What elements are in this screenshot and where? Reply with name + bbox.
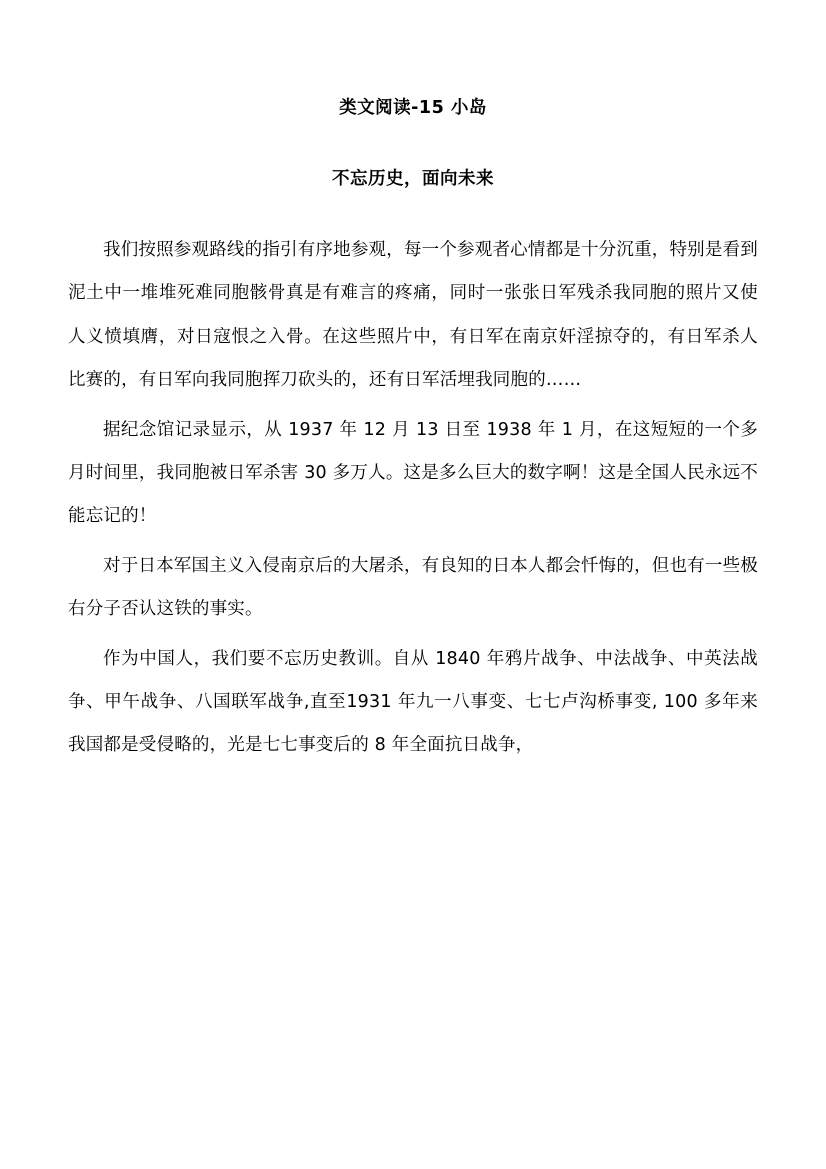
paragraph-2: 据纪念馆记录显示，从 1937 年 12 月 13 日至 1938 年 1 月，在这短短的一个多月时间里，我同胞被日军杀害 30 多万人。这是多么巨大的数字啊！这是全国人民永远不能忘记的！ bbox=[68, 419, 758, 527]
paragraph-1: 我们按照参观路线的指引有序地参观，每一个参观者心情都是十分沉重，特别是看到泥土中一堆堆死难同胞骸骨真是有难言的疼痛，同时一张张日军残杀我同胞的照片又使人义愤填膺，对日寇恨之入骨。在这些照片中，有日军在南京奸淫掠夺的，有日军杀人比赛的，有日军向我同胞挥刀砍头的，还有日军活埋我同胞的…… bbox=[68, 240, 758, 391]
paragraph-3: 对于日本军国主义入侵南京后的大屠杀，有良知的日本人都会忏悔的，但也有一些极右分子否认这铁的事实。 bbox=[68, 555, 758, 620]
paragraph-4: 作为中国人，我们要不忘历史教训。自从 1840 年鸦片战争、中法战争、中英法战争、甲午战争、八国联军战争,直至1931 年九一八事变、七七卢沟桥事变, 100 多年来我国都是受侵略的，光是七七事变后的 8 年全面抗日战争， bbox=[68, 648, 758, 756]
document-body bbox=[68, 96, 758, 774]
page-title: 类文阅读-15 小岛 bbox=[339, 98, 487, 118]
document-subtitle: 不忘历史，面向未来 bbox=[332, 168, 494, 189]
